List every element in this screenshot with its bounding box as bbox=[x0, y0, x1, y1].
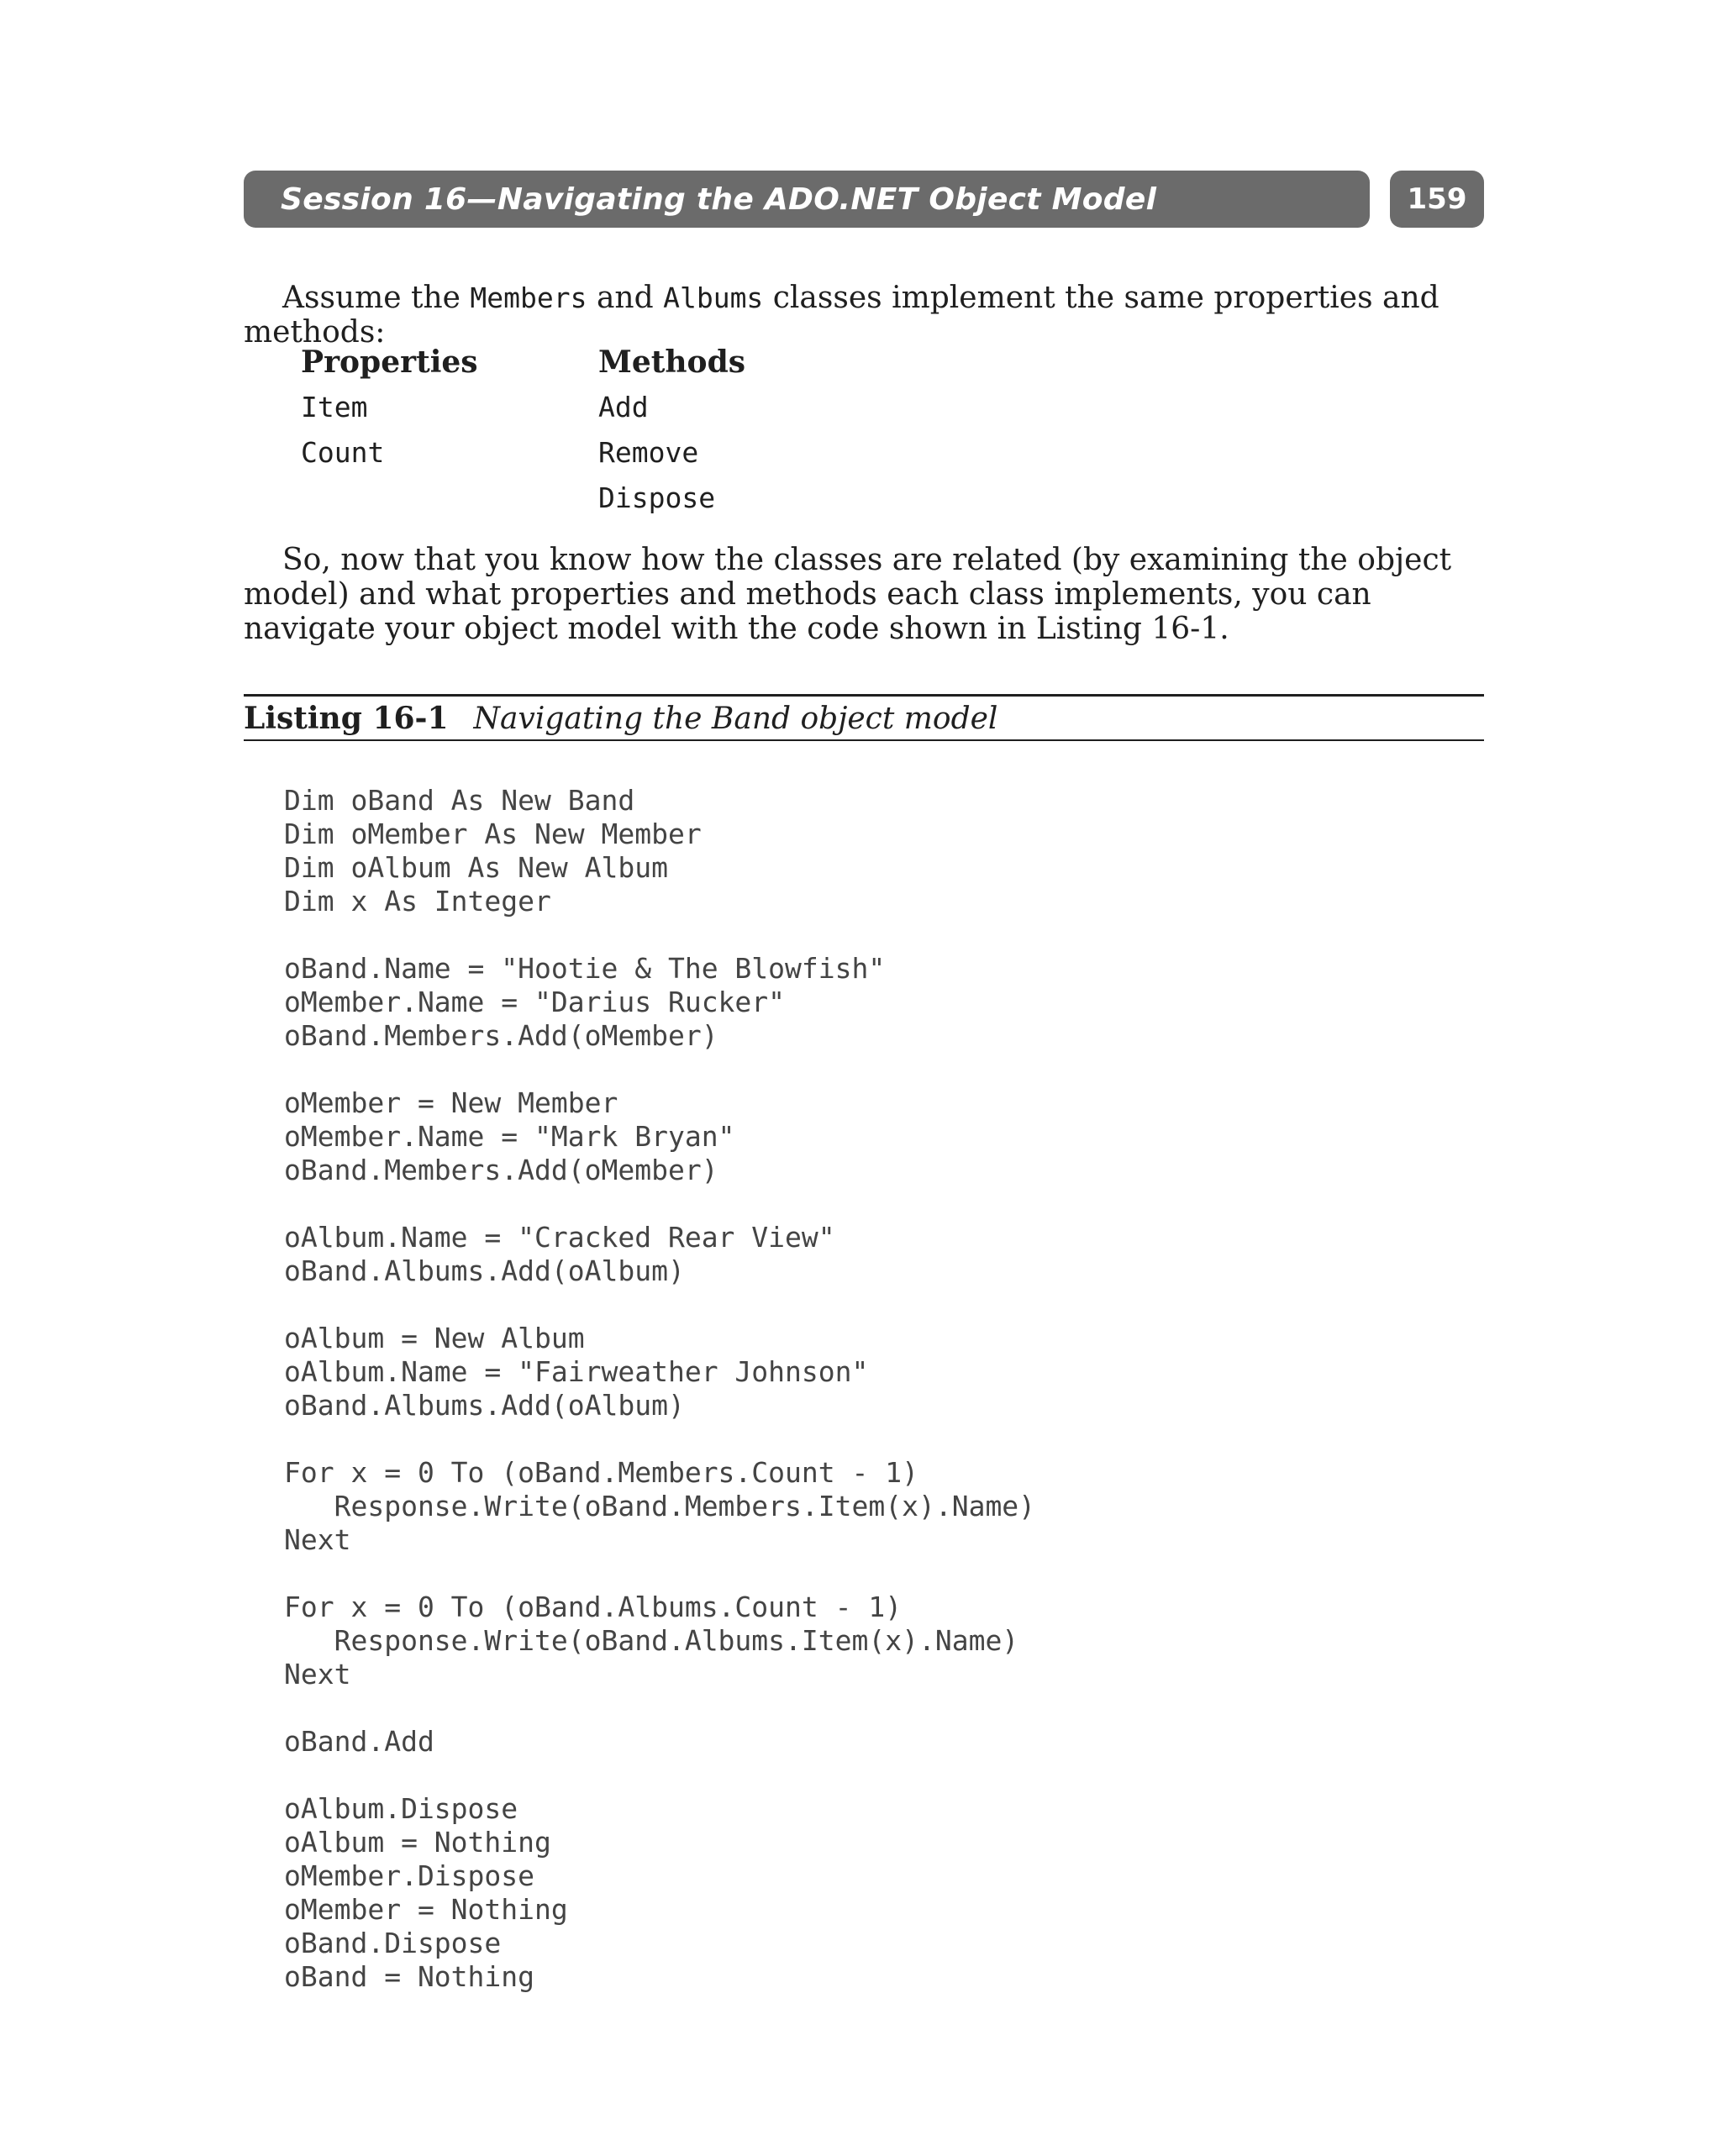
code-listing bbox=[284, 784, 1035, 1994]
page-number: 159 bbox=[1407, 182, 1467, 216]
code-line: oMember.Name = "Darius Rucker" bbox=[284, 986, 786, 1018]
code-line: oBand.Add bbox=[284, 1725, 434, 1758]
code-line: Dim x As Integer bbox=[284, 885, 551, 918]
code-line: For x = 0 To (oBand.Albums.Count - 1) bbox=[284, 1591, 903, 1623]
members-class-name: Members bbox=[470, 281, 587, 314]
code-line: oMember.Dispose bbox=[284, 1859, 535, 1892]
code-line bbox=[284, 1053, 1035, 1086]
code-line bbox=[284, 1557, 1035, 1591]
code-line: Dim oMember As New Member bbox=[284, 818, 702, 850]
properties-column bbox=[301, 339, 478, 476]
intro-text-2: and bbox=[587, 281, 664, 315]
method-add: Add bbox=[598, 391, 649, 423]
code-line: Dim oBand As New Band bbox=[284, 784, 635, 817]
code-line: oBand.Members.Add(oMember) bbox=[284, 1019, 718, 1052]
listing-caption bbox=[244, 699, 997, 739]
code-line: oBand.Members.Add(oMember) bbox=[284, 1154, 718, 1186]
code-line bbox=[284, 1422, 1035, 1456]
properties-header: Properties bbox=[301, 344, 478, 380]
code-line bbox=[284, 1759, 1035, 1792]
code-line: oAlbum.Name = "Fairweather Johnson" bbox=[284, 1355, 869, 1388]
albums-class-name: Albums bbox=[663, 281, 764, 314]
code-line: Response.Write(oBand.Albums.Item(x).Name) bbox=[284, 1624, 1019, 1657]
running-head-bar bbox=[244, 171, 1370, 228]
listing-rule-bottom bbox=[244, 739, 1484, 741]
code-line: oBand.Name = "Hootie & The Blowfish" bbox=[284, 952, 886, 985]
method-dispose: Dispose bbox=[598, 481, 716, 514]
code-line: Next bbox=[284, 1523, 351, 1556]
code-line bbox=[284, 918, 1035, 952]
code-line: oMember.Name = "Mark Bryan" bbox=[284, 1120, 735, 1153]
code-line: oBand = Nothing bbox=[284, 1960, 535, 1993]
intro-text-1: Assume the bbox=[282, 281, 471, 315]
listing-title: Navigating the Band object model bbox=[473, 702, 998, 736]
code-line: oMember = Nothing bbox=[284, 1893, 568, 1926]
body-paragraph-text: So, now that you know how the classes are related (by examining the object model) and what properties and methods each class implements, you can navigate your object model with the code shown in Listing 16-1. bbox=[244, 543, 1452, 646]
code-line: oAlbum.Name = "Cracked Rear View" bbox=[284, 1221, 835, 1254]
code-line: For x = 0 To (oBand.Members.Count - 1) bbox=[284, 1456, 918, 1489]
running-head: Session 16—Navigating the ADO.NET Object Model bbox=[281, 181, 1157, 217]
code-line: oAlbum = Nothing bbox=[284, 1826, 551, 1859]
code-line bbox=[284, 1187, 1035, 1221]
code-line: Dim oAlbum As New Album bbox=[284, 851, 668, 884]
code-line bbox=[284, 1691, 1035, 1725]
code-line: Response.Write(oBand.Members.Item(x).Name) bbox=[284, 1490, 1036, 1522]
code-line bbox=[284, 1288, 1035, 1322]
property-count: Count bbox=[301, 436, 385, 469]
listing-rule-top bbox=[244, 694, 1484, 697]
method-remove: Remove bbox=[598, 436, 699, 469]
methods-header: Methods bbox=[598, 344, 746, 380]
code-line: oAlbum = New Album bbox=[284, 1322, 585, 1354]
code-line: oAlbum.Dispose bbox=[284, 1792, 518, 1825]
listing-label: Listing 16-1 bbox=[244, 701, 449, 736]
code-line: oMember = New Member bbox=[284, 1086, 618, 1119]
methods-column bbox=[598, 339, 745, 521]
code-line: oBand.Albums.Add(oAlbum) bbox=[284, 1389, 685, 1422]
page-number-box bbox=[1390, 171, 1484, 228]
code-line: oBand.Dispose bbox=[284, 1927, 502, 1959]
intro-text-3: classes implement the same properties and methods: bbox=[244, 281, 1439, 350]
code-line: Next bbox=[284, 1658, 351, 1691]
code-line: oBand.Albums.Add(oAlbum) bbox=[284, 1254, 685, 1287]
body-paragraph bbox=[244, 543, 1487, 646]
property-item: Item bbox=[301, 391, 368, 423]
